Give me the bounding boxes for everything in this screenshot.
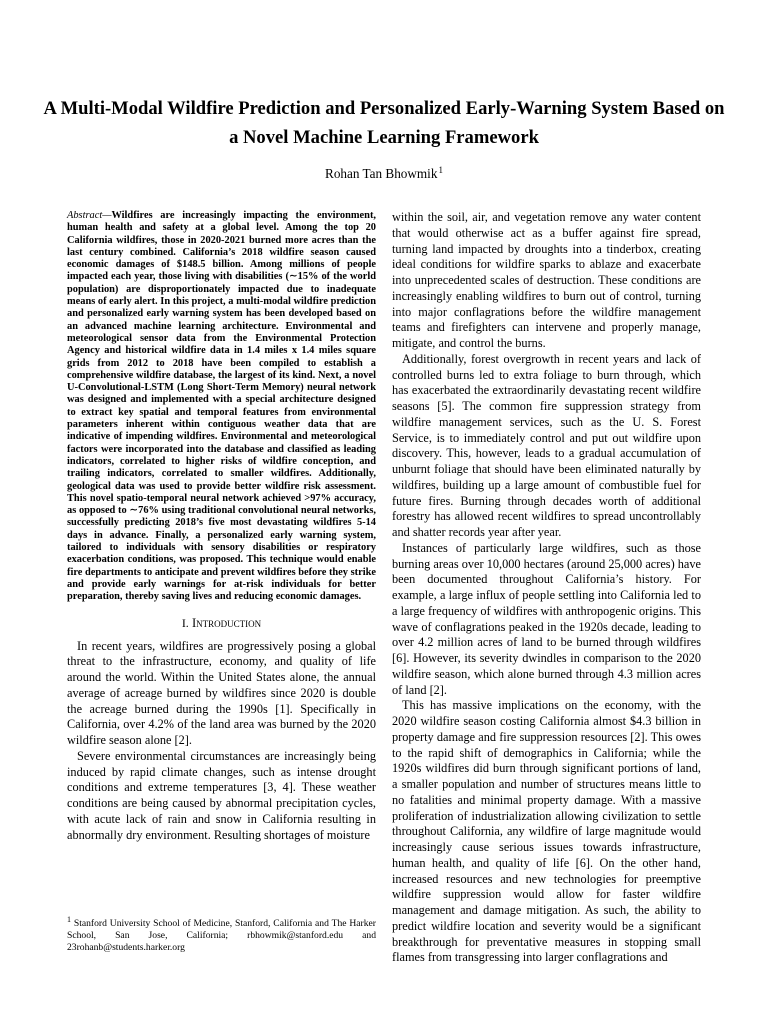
abstract (67, 210, 376, 604)
body-paragraph: This has massive implications on the economy, with the 2020 wildfire season costing California almost $4.3 billion in property damage and fire suppression resources [2]. This owes to the rapid shift of demographics in California; while the 1920s wildfires did burn through significant portions of land, a smaller population and number of structures means little to no fatalities and minimal property damage. With a massive proliferation of industrialization allowing civilization to settle throughout California, any wildfire of large magnitude would increasingly cause serious issues towards infrastructure, human health, and quality of life [6]. On the other hand, increased resources and new technologies for preemptive wildfire suppression would allow for faster wildfire management and damage mitigation. As such, the ability to predict wildfire location and severity would be a significant breakthrough for preventative measures in stopping small flames from transgressing into larger conflagrations and (392, 698, 701, 965)
abstract-label: Abstract— (67, 210, 112, 221)
section-number: I. (181, 615, 189, 630)
footnote (67, 914, 376, 954)
footnote-mark: 1 (67, 915, 71, 924)
section-title: Introduction (191, 615, 262, 630)
body-paragraph: Severe environmental circumstances are increasingly being induced by rapid climate changes, such as intense drought conditions and extreme temperatures [3, 4]. These weather conditions are being caused by abnormal precipitation cycles, with acute lack of rain and snow in California resulting in abnormally dry environment. Resulting shortages of moisture (67, 748, 376, 842)
author-affiliation-mark: 1 (438, 165, 443, 175)
left-column (67, 210, 376, 843)
author-line (0, 165, 768, 182)
footnote-text: Stanford University School of Medicine, Stanford, California and The Harker School, San Jose, California; rbhowmik@stanford.edu and 23rohanb@students.harker.org (67, 918, 376, 954)
paper-title: A Multi-Modal Wildfire Prediction and Personalized Early-Warning System Based on a Novel Machine Learning Framework (43, 98, 725, 148)
body-paragraph: Additionally, forest overgrowth in recent years and lack of controlled burns led to extra foliage to burn through, which has exacerbated the extraordinarily devastating recent wildfire seasons [5]. The common fire suppression strategy from wildfire management services, such as the U. S. Forest Service, is to immediately control and put out wildfire upon discovery. This, however, leads to a gradual accumulation of unburnt foliage that should have been eliminated naturally by wildfires, building up a large amount of combustible fuel for future fires. Burning through decades worth of additional forestry has allowed recent wildfires to spread uncontrollably and shatter records year after year. (392, 351, 701, 539)
body-paragraph: within the soil, air, and vegetation remove any water content that would otherwise act as a buffer against fire spread, turning land impacted by droughts into a tinderbox, creating ideal conditions for wildfire sparks to ablaze and exacerbate into unprecedented scales of destruction. These conditions are increasingly enabling wildfires to burn out of control, turning into major conflagrations before the wildfire management teams and firefighters can intervene and properly manage, mitigate, and control the burns. (392, 210, 701, 350)
body-paragraph: In recent years, wildfires are progressively posing a global threat to the infrastructure, economy, and quality of life around the world. Within the United States alone, the annual average of acreage burned by wildfires since 2020 is double the acreage burned during the 1990s [1]. Specifically in California, over 4.2% of the land area was burned by the 2020 wildfire season alone [2]. (67, 638, 376, 747)
abstract-text: Wildfires are increasingly impacting the environment, human health and safety at a global level. Among the top 20 California wildfires, those in 2020-2021 burned more acres than the last century combined. California’s 2018 wildfire season caused economic damages of $148.5 billion. Among millions of people impacted each year, those living with disabilities (∼15% of the world population) are disproportionately impacted due to inadequate means of early alert. In this project, a multi-modal wildfire prediction and personalized early warning system has been developed based on an advanced machine learning architecture. Environmental and meteorological sensor data from the Environmental Protection Agency and historical wildfire data in 1.4 miles x 1.4 miles square grids from 2012 to 2018 have been compiled to establish a comprehensive wildfire database, the largest of its kind. Next, a novel U-Convolutional-LSTM (Long Short-Term Memory) neural network was designed and implemented with a special architecture designed to extract key spatial and temporal features from environmental parameters inherent within contiguous weather data that are indicative of impending wildfires. Environmental and meteorological factors were incorporated into the database and classified as leading indicators, correlated to higher risks of wildfire conception, and trailing indicators, correlated to smaller wildfires. Additionally, geological data was used to provide better wildfire risk assessment. This novel spatio-temporal neural network achieved >97% accuracy, as opposed to ∼76% using traditional convolutional neural networks, successfully predicting 2018’s five most devastating wildfires 5-14 days in advance. Finally, a personalized early warning system, tailored to individuals with sensory disabilities or respiratory exacerbation conditions, was proposed. This technique would enable fire departments to anticipate and prevent wildfires before they strike and provide early warnings for at-risk individuals for better preparation, thereby saving lives and reducing economic damages. (67, 210, 376, 603)
section-heading-introduction (67, 616, 376, 631)
body-paragraph: Instances of particularly large wildfires, such as those burning areas over 10,000 hectares (around 25,000 acres) have been documented throughout California’s history. For example, a large influx of people settling into California led to a large frequency of wildfires with anthropogenic origins. This wave of conflagrations peaked in the 1920s decade, leading to over 4.2 million acres of land to be burned through wildfires [6]. However, its severity dwindles in comparison to the 2020 wildfire season, which alone burned through 4.3 million acres of land [2]. (392, 540, 701, 697)
author-name: Rohan Tan Bhowmik (325, 166, 438, 181)
right-column (392, 210, 701, 966)
